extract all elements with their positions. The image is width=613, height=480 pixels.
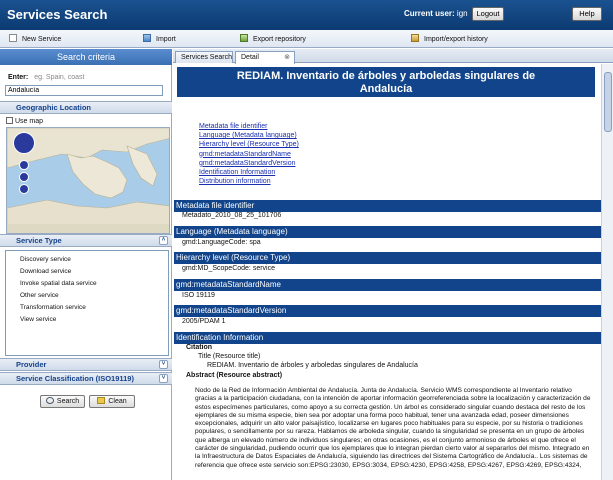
toc-link[interactable]: Metadata file identifier xyxy=(199,123,268,130)
toc-link[interactable]: gmd:metadataStandardVersion xyxy=(199,159,296,167)
zoom-out-button[interactable] xyxy=(19,184,29,194)
tab-bar xyxy=(173,49,613,63)
import-export-history-button[interactable]: Import/export history xyxy=(411,34,488,44)
abstract-text: Nodo de la Red de Información Ambiental de Andalucía. Junta de Andalucía. Servicio WMS correspondiente al Inventario relativo gracias a la participación ciudadana, con la intención de aportar información georreferenciada sobre la localización y caracterización de estos especímenes particulares, como apoyo a su correcta gestión. Un árbol es considerado singular cuando destaca del resto de los ejemplares de su misma especie, bien sea por adoptar una forma poco habitual, tener una avanzada edad, poseer dimensiones excepcionales, adquirir un alto valor paisajístico, localizarse en lugares poco habituales para su especie, por su historia o tradiciones populares, o sencillamente por su rareza. Hablamos de arboleda singular, cuando la singularidad se presenta en un grupo de árboles que alberga un elevado número de individuos singulares; en otras ocasiones, es el conjunto armonioso de árboles el que ofrece el carácter de singularidad, pudiendo ocurrir que los ejemplares que lo integran pierdan cierto valor al separarlos del mismo. Integrado en la Infraestructura de Datos Espaciales de Andalucía, siguiendo las directrices del Sistema Cartográfico de Andalucía.. Los sistemas de referencia que ofrece este servicio son:EPSG:23030, EPSG:3034, EPSG:4230, EPSG:4258, EPSG:4267, EPSG:4269, EPSG:4324, xyxy=(195,387,591,469)
scrollbar-thumb[interactable] xyxy=(604,72,612,132)
section-value: ISO 19119 xyxy=(182,292,215,299)
current-user xyxy=(404,9,468,18)
export-repository-button[interactable]: Export repository xyxy=(240,34,306,44)
import-button[interactable]: Import xyxy=(143,34,176,44)
search-input[interactable] xyxy=(5,85,163,96)
service-type-header[interactable]: Service Type ˄ xyxy=(0,234,172,247)
enter-row xyxy=(8,74,84,81)
logout-button[interactable]: Logout xyxy=(472,7,504,21)
service-type-list xyxy=(5,250,169,356)
new-service-button[interactable]: New Service xyxy=(9,34,61,44)
search-button[interactable]: Search xyxy=(40,395,85,408)
zoom-in-button[interactable] xyxy=(19,160,29,170)
section-value: gmd:LanguageCode: spa xyxy=(182,239,261,246)
service-classification-header[interactable]: Service Classification (ISO19119) ˅ xyxy=(0,372,172,385)
app-header xyxy=(0,0,613,30)
new-document-icon xyxy=(9,34,17,42)
current-user-name: ign xyxy=(456,9,468,18)
provider-header[interactable]: Provider ˅ xyxy=(0,358,172,371)
section-value: gmd:MD_ScopeCode: service xyxy=(182,265,275,272)
document-title: REDIAM. Inventario de árboles y arboledas singulares de Andalucía xyxy=(177,67,595,97)
toolbar xyxy=(0,30,613,48)
service-type-item[interactable]: View service xyxy=(20,316,57,323)
section-value: Metadato_2010_08_25_101706 xyxy=(182,212,282,219)
use-map-checkbox[interactable]: Use map xyxy=(6,117,43,125)
section-header: Identification Information xyxy=(174,332,601,344)
section-header: gmd:metadataStandardName xyxy=(174,279,601,291)
citation-label: Citation xyxy=(186,344,213,351)
current-user-label: Current user: xyxy=(404,9,455,18)
help-button[interactable]: Help xyxy=(572,7,602,21)
app-title: Services Search xyxy=(7,7,108,22)
enter-label: Enter: xyxy=(8,74,29,81)
service-type-item[interactable]: Invoke spatial data service xyxy=(20,280,97,287)
search-criteria-header: Search criteria xyxy=(0,49,172,65)
search-panel xyxy=(0,49,172,480)
toc-link[interactable]: Language (Metadata language) xyxy=(199,132,297,140)
close-tab-icon[interactable]: ⊗ xyxy=(284,54,290,61)
abstract-label: Abstract (Resource abstract) xyxy=(186,372,283,379)
document-scrollbar[interactable] xyxy=(601,64,613,480)
service-type-item[interactable]: Download service xyxy=(20,268,72,275)
expand-icon[interactable]: ˅ xyxy=(159,374,168,383)
service-type-item[interactable]: Other service xyxy=(20,292,59,299)
search-icon xyxy=(46,397,54,404)
export-icon xyxy=(240,34,248,42)
expand-icon[interactable]: ˅ xyxy=(159,360,168,369)
service-type-item[interactable]: Transformation service xyxy=(20,304,86,311)
import-icon xyxy=(143,34,151,42)
checkbox-icon xyxy=(6,117,13,124)
tab-detail[interactable]: Detail ⊗ xyxy=(235,51,295,64)
map-view[interactable] xyxy=(6,127,170,234)
toc-link[interactable]: Distribution information xyxy=(199,178,271,186)
resource-title-label: Title (Resource title) xyxy=(198,353,261,360)
section-header: Language (Metadata language) xyxy=(174,226,601,238)
map-pan-control[interactable] xyxy=(13,132,35,154)
detail-document xyxy=(174,64,601,480)
history-icon xyxy=(411,34,419,42)
resource-title-value: REDIAM. Inventario de árboles y arboledas singulares de Andalucía xyxy=(207,362,418,369)
toc-link[interactable]: Identification Information xyxy=(199,169,276,177)
section-header: gmd:metadataStandardVersion xyxy=(174,305,601,317)
tab-services-search[interactable]: Services Search xyxy=(175,51,233,63)
zoom-world-button[interactable] xyxy=(19,172,29,182)
clean-button[interactable]: Clean xyxy=(89,395,135,408)
eraser-icon xyxy=(97,397,105,404)
toc-link[interactable]: gmd:metadataStandardName xyxy=(199,150,291,158)
section-value: 2005/PDAM 1 xyxy=(182,318,226,325)
service-type-item[interactable]: Discovery service xyxy=(20,256,71,263)
enter-hint: eg. Spain, coast xyxy=(34,74,85,81)
geographic-location-header[interactable]: Geographic Location xyxy=(0,101,172,114)
toc-link[interactable]: Hierarchy level (Resource Type) xyxy=(199,141,299,149)
section-header: Hierarchy level (Resource Type) xyxy=(174,252,601,264)
section-header: Metadata file identifier xyxy=(174,200,601,212)
collapse-icon[interactable]: ˄ xyxy=(159,236,168,245)
table-of-contents xyxy=(199,122,299,186)
